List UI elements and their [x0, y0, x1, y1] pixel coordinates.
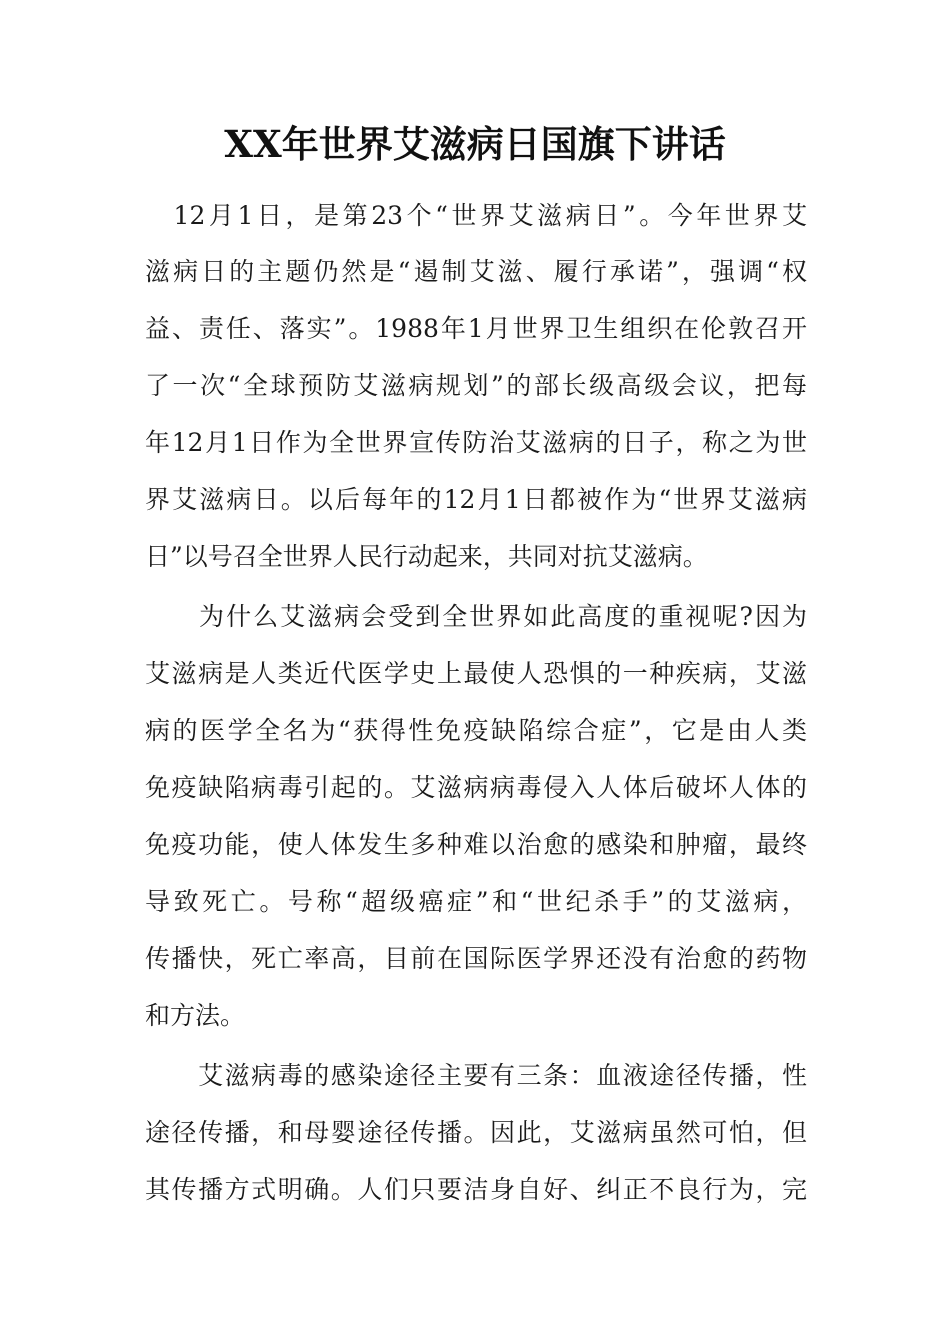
paragraph-2-line-6: 导致死亡。号称“超级癌症”和“世纪杀手”的艾滋病，: [145, 887, 807, 916]
paragraph-2-line-5: 免疫功能，使人体发生多种难以治愈的感染和肿瘤，最终: [145, 830, 807, 859]
paragraph-2-line-3: 病的医学全名为“获得性免疫缺陷综合症”，它是由人类: [145, 716, 807, 745]
paragraph-2-line-8: 和方法。: [145, 1001, 246, 1030]
paragraph-1-line-6: 界艾滋病日。以后每年的12月1日都被作为“世界艾滋病: [145, 485, 807, 514]
paragraph-3-line-3: 其传播方式明确。人们只要洁身自好、纠正不良行为，完: [145, 1175, 807, 1204]
paragraph-1-line-4: 了一次“全球预防艾滋病规划”的部长级高级会议，把每: [145, 371, 807, 400]
paragraph-3-line-1: 艾滋病毒的感染途径主要有三条：血液途径传播，性: [145, 1061, 807, 1090]
paragraph-2-line-7: 传播快，死亡率高，目前在国际医学界还没有治愈的药物: [145, 944, 807, 973]
paragraph-3-line-2: 途径传播，和母婴途径传播。因此，艾滋病虽然可怕，但: [145, 1118, 807, 1147]
paragraph-2-line-1: 为什么艾滋病会受到全世界如此高度的重视呢?因为: [145, 602, 807, 631]
paragraph-1-line-2: 滋病日的主题仍然是“遏制艾滋、履行承诺”，强调“权: [145, 257, 807, 286]
paragraph-1-line-3: 益、责任、落实”。1988年1月世界卫生组织在伦敦召开: [145, 314, 807, 343]
paragraph-2-line-2: 艾滋病是人类近代医学史上最使人恐惧的一种疾病，艾滋: [145, 659, 807, 688]
document-title: XX年世界艾滋病日国旗下讲话: [224, 122, 726, 166]
paragraph-2-line-4: 免疫缺陷病毒引起的。艾滋病病毒侵入人体后破坏人体的: [145, 773, 807, 802]
paragraph-1-line-1: 12月1日，是第23个“世界艾滋病日”。今年世界艾: [145, 201, 807, 230]
paragraph-1-line-7: 日”以号召全世界人民行动起来，共同对抗艾滋病。: [145, 542, 708, 571]
paragraph-1-line-5: 年12月1日作为全世界宣传防治艾滋病的日子，称之为世: [145, 428, 807, 457]
